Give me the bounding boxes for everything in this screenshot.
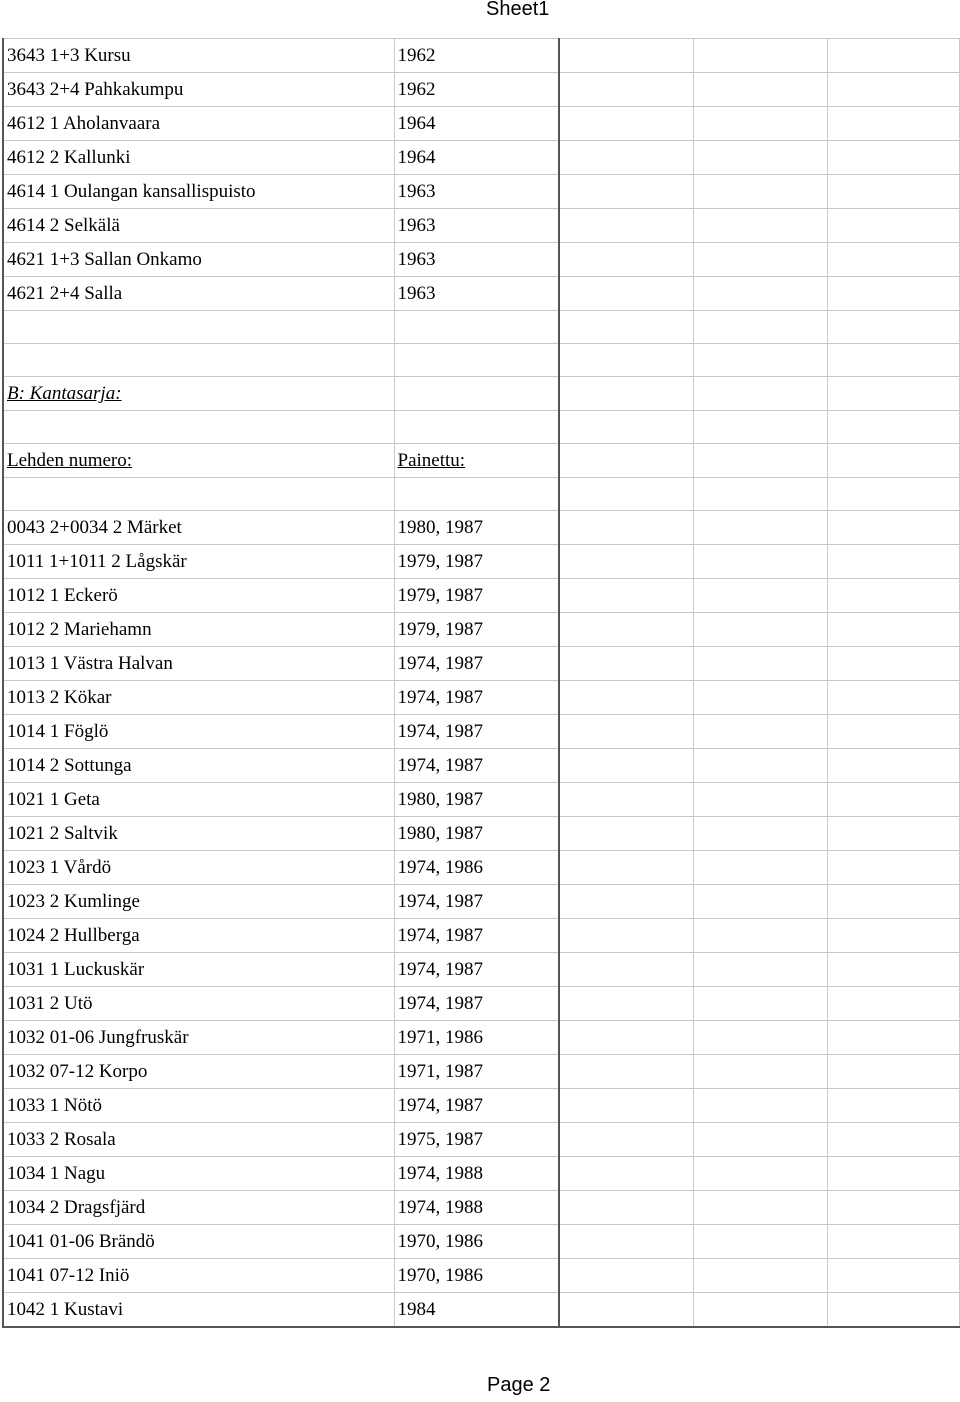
cell-map-sheet[interactable] (3, 444, 394, 478)
cell-text: 1970, 1986 (397, 1265, 483, 1286)
empty-cell[interactable] (693, 411, 827, 444)
empty-cell[interactable] (693, 545, 827, 579)
empty-cell[interactable] (827, 681, 959, 715)
cell-text: 1021 2 Saltvik (7, 823, 118, 844)
empty-cell[interactable] (559, 209, 693, 243)
empty-cell[interactable] (559, 478, 693, 511)
empty-cell[interactable] (559, 141, 693, 175)
cell-printed-year[interactable] (394, 444, 559, 478)
table-row (3, 987, 959, 1021)
table-row (3, 344, 959, 377)
table-row (3, 73, 959, 107)
empty-cell[interactable] (693, 1157, 827, 1191)
table-row (3, 411, 959, 444)
table-row (3, 1225, 959, 1259)
cell-text: 1012 2 Mariehamn (7, 619, 152, 640)
cell-printed-year[interactable] (394, 647, 559, 681)
empty-cell[interactable] (559, 1191, 693, 1225)
cell-text: 1974, 1987 (397, 721, 483, 742)
table-row (3, 851, 959, 885)
empty-cell[interactable] (693, 1089, 827, 1123)
empty-cell[interactable] (693, 1055, 827, 1089)
cell-text: 1014 2 Sottunga (7, 755, 132, 776)
cell-printed-year[interactable] (394, 613, 559, 647)
cell-text: 4621 1+3 Sallan Onkamo (7, 249, 202, 270)
cell-text: 1033 1 Nötö (7, 1095, 102, 1116)
empty-cell[interactable] (827, 511, 959, 545)
empty-cell[interactable] (827, 749, 959, 783)
cell-text: 1963 (397, 283, 436, 304)
table-row (3, 1293, 959, 1328)
cell-text: 1984 (397, 1299, 436, 1320)
empty-cell[interactable] (827, 783, 959, 817)
empty-cell[interactable] (559, 919, 693, 953)
empty-cell[interactable] (559, 311, 693, 344)
cell-text: 1979, 1987 (397, 619, 483, 640)
empty-cell[interactable] (827, 1293, 959, 1328)
table-row (3, 1089, 959, 1123)
cell-map-sheet[interactable] (3, 377, 394, 411)
cell-printed-year[interactable] (394, 209, 559, 243)
cell-printed-year[interactable] (394, 1021, 559, 1055)
empty-cell[interactable] (693, 1259, 827, 1293)
cell-text: 1964 (397, 113, 436, 134)
empty-cell[interactable] (559, 1157, 693, 1191)
table-row (3, 1021, 959, 1055)
empty-cell[interactable] (827, 141, 959, 175)
spreadsheet-table (2, 38, 960, 1328)
cell-printed-year[interactable] (394, 783, 559, 817)
sheet-name: Sheet1 (486, 0, 550, 20)
empty-cell[interactable] (827, 885, 959, 919)
empty-cell[interactable] (559, 411, 693, 444)
cell-printed-year[interactable] (394, 579, 559, 613)
cell-text: 1980, 1987 (397, 823, 483, 844)
empty-cell[interactable] (693, 851, 827, 885)
table-row (3, 1123, 959, 1157)
cell-text: 1023 2 Kumlinge (7, 891, 140, 912)
cell-map-sheet[interactable] (3, 1157, 394, 1191)
cell-printed-year[interactable] (394, 919, 559, 953)
empty-cell[interactable] (827, 73, 959, 107)
empty-cell[interactable] (559, 344, 693, 377)
empty-cell[interactable] (559, 1055, 693, 1089)
empty-cell[interactable] (693, 715, 827, 749)
cell-printed-year[interactable] (394, 1191, 559, 1225)
cell-text: 3643 1+3 Kursu (7, 45, 131, 66)
cell-map-sheet[interactable] (3, 545, 394, 579)
empty-cell[interactable] (559, 243, 693, 277)
cell-text: 1974, 1987 (397, 925, 483, 946)
empty-cell[interactable] (827, 647, 959, 681)
table-row (3, 953, 959, 987)
cell-map-sheet[interactable] (3, 953, 394, 987)
cell-text: 1023 1 Vårdö (7, 857, 112, 878)
empty-cell[interactable] (827, 1225, 959, 1259)
empty-cell[interactable] (559, 277, 693, 311)
empty-cell[interactable] (693, 613, 827, 647)
empty-cell[interactable] (827, 1089, 959, 1123)
cell-map-sheet[interactable] (3, 783, 394, 817)
empty-cell[interactable] (693, 579, 827, 613)
cell-text: 1011 1+1011 2 Lågskär (7, 551, 187, 572)
empty-cell[interactable] (559, 817, 693, 851)
cell-text: 4614 2 Selkälä (7, 215, 120, 236)
cell-printed-year[interactable] (394, 243, 559, 277)
table-row (3, 1259, 959, 1293)
empty-cell[interactable] (559, 885, 693, 919)
table-row (3, 1157, 959, 1191)
cell-text: 1014 1 Föglö (7, 721, 109, 742)
cell-text: 1970, 1986 (397, 1231, 483, 1252)
cell-text: 4614 1 Oulangan kansallispuisto (7, 181, 256, 202)
cell-printed-year[interactable] (394, 411, 559, 444)
empty-cell[interactable] (559, 511, 693, 545)
cell-text: 1974, 1987 (397, 891, 483, 912)
table-row (3, 377, 959, 411)
cell-map-sheet[interactable] (3, 1259, 394, 1293)
table-row (3, 919, 959, 953)
cell-map-sheet[interactable] (3, 1191, 394, 1225)
cell-text: 1974, 1987 (397, 755, 483, 776)
cell-map-sheet[interactable] (3, 311, 394, 344)
cell-text: 1012 1 Eckerö (7, 585, 118, 606)
empty-cell[interactable] (693, 749, 827, 783)
table-row (3, 311, 959, 344)
empty-cell[interactable] (827, 107, 959, 141)
cell-printed-year[interactable] (394, 277, 559, 311)
cell-text: 1032 07-12 Korpo (7, 1061, 148, 1082)
cell-text: 1034 1 Nagu (7, 1163, 106, 1184)
cell-map-sheet[interactable] (3, 987, 394, 1021)
cell-text: 4612 1 Aholanvaara (7, 113, 161, 134)
cell-text: 1974, 1987 (397, 993, 483, 1014)
cell-map-sheet[interactable] (3, 1055, 394, 1089)
table-row (3, 444, 959, 478)
cell-text: 1974, 1987 (397, 959, 483, 980)
empty-cell[interactable] (559, 107, 693, 141)
empty-cell[interactable] (827, 817, 959, 851)
empty-cell[interactable] (559, 444, 693, 478)
cell-text: 1963 (397, 181, 436, 202)
cell-text: 1974, 1988 (397, 1197, 483, 1218)
cell-text: 1963 (397, 249, 436, 270)
cell-printed-year[interactable] (394, 344, 559, 377)
empty-cell[interactable] (827, 1021, 959, 1055)
cell-text: 1041 07-12 Iniö (7, 1265, 130, 1286)
cell-printed-year[interactable] (394, 953, 559, 987)
empty-cell[interactable] (693, 647, 827, 681)
cell-printed-year[interactable] (394, 749, 559, 783)
cell-map-sheet[interactable] (3, 715, 394, 749)
cell-printed-year[interactable] (394, 175, 559, 209)
table-row (3, 817, 959, 851)
empty-cell[interactable] (693, 243, 827, 277)
cell-map-sheet[interactable] (3, 1123, 394, 1157)
empty-cell[interactable] (827, 39, 959, 73)
empty-cell[interactable] (559, 1123, 693, 1157)
cell-text: 1963 (397, 215, 436, 236)
cell-map-sheet[interactable] (3, 919, 394, 953)
cell-map-sheet[interactable] (3, 39, 394, 73)
empty-cell[interactable] (693, 953, 827, 987)
cell-text: 1974, 1986 (397, 857, 483, 878)
cell-printed-year[interactable] (394, 73, 559, 107)
table-row (3, 1055, 959, 1089)
cell-text: 4612 2 Kallunki (7, 147, 131, 168)
cell-printed-year[interactable] (394, 107, 559, 141)
cell-text: 1031 1 Luckuskär (7, 959, 145, 980)
cell-printed-year[interactable] (394, 851, 559, 885)
cell-text: 1974, 1987 (397, 687, 483, 708)
empty-cell[interactable] (827, 277, 959, 311)
empty-cell[interactable] (559, 749, 693, 783)
empty-cell[interactable] (693, 444, 827, 478)
empty-cell[interactable] (559, 73, 693, 107)
empty-cell[interactable] (693, 1225, 827, 1259)
cell-map-sheet[interactable] (3, 1225, 394, 1259)
cell-printed-year[interactable] (394, 478, 559, 511)
cell-map-sheet[interactable] (3, 243, 394, 277)
cell-map-sheet[interactable] (3, 511, 394, 545)
cell-printed-year[interactable] (394, 311, 559, 344)
cell-printed-year[interactable] (394, 715, 559, 749)
empty-cell[interactable] (559, 953, 693, 987)
cell-map-sheet[interactable] (3, 579, 394, 613)
cell-map-sheet[interactable] (3, 344, 394, 377)
cell-map-sheet[interactable] (3, 1021, 394, 1055)
empty-cell[interactable] (559, 579, 693, 613)
empty-cell[interactable] (827, 1259, 959, 1293)
cell-map-sheet[interactable] (3, 817, 394, 851)
cell-text: 1974, 1987 (397, 653, 483, 674)
cell-text: 1034 2 Dragsfjärd (7, 1197, 146, 1218)
page-number: Page 2 (487, 1374, 551, 1396)
cell-printed-year[interactable] (394, 39, 559, 73)
cell-map-sheet[interactable] (3, 1089, 394, 1123)
empty-cell[interactable] (559, 681, 693, 715)
empty-cell[interactable] (693, 277, 827, 311)
cell-text: 1979, 1987 (397, 551, 483, 572)
table-row (3, 715, 959, 749)
cell-text: 1971, 1987 (397, 1061, 483, 1082)
cell-text: 1962 (397, 45, 436, 66)
empty-cell[interactable] (693, 1021, 827, 1055)
empty-cell[interactable] (559, 175, 693, 209)
cell-map-sheet[interactable] (3, 411, 394, 444)
empty-cell[interactable] (827, 1157, 959, 1191)
empty-cell[interactable] (693, 107, 827, 141)
table-row (3, 1191, 959, 1225)
cell-printed-year[interactable] (394, 817, 559, 851)
cell-map-sheet[interactable] (3, 613, 394, 647)
table-row (3, 107, 959, 141)
empty-cell[interactable] (827, 344, 959, 377)
cell-map-sheet[interactable] (3, 647, 394, 681)
empty-cell[interactable] (827, 987, 959, 1021)
empty-cell[interactable] (693, 1191, 827, 1225)
cell-text: 1974, 1987 (397, 1095, 483, 1116)
cell-printed-year[interactable] (394, 545, 559, 579)
cell-map-sheet[interactable] (3, 209, 394, 243)
cell-text: 1980, 1987 (397, 517, 483, 538)
empty-cell[interactable] (827, 953, 959, 987)
cell-printed-year[interactable] (394, 1293, 559, 1328)
cell-map-sheet[interactable] (3, 885, 394, 919)
cell-text: 1975, 1987 (397, 1129, 483, 1150)
cell-text: Painettu: (397, 450, 466, 471)
cell-map-sheet[interactable] (3, 175, 394, 209)
cell-text: 1042 1 Kustavi (7, 1299, 124, 1320)
empty-cell[interactable] (559, 1021, 693, 1055)
cell-printed-year[interactable] (394, 1123, 559, 1157)
empty-cell[interactable] (559, 987, 693, 1021)
cell-printed-year[interactable] (394, 141, 559, 175)
cell-printed-year[interactable] (394, 1089, 559, 1123)
cell-map-sheet[interactable] (3, 749, 394, 783)
empty-cell[interactable] (693, 987, 827, 1021)
table-row (3, 39, 959, 73)
cell-text: 1013 2 Kökar (7, 687, 112, 708)
empty-cell[interactable] (693, 377, 827, 411)
table-row (3, 511, 959, 545)
table-row (3, 749, 959, 783)
cell-printed-year[interactable] (394, 1225, 559, 1259)
empty-cell[interactable] (827, 478, 959, 511)
empty-cell[interactable] (827, 579, 959, 613)
empty-cell[interactable] (693, 885, 827, 919)
empty-cell[interactable] (559, 39, 693, 73)
empty-cell[interactable] (559, 545, 693, 579)
empty-cell[interactable] (559, 715, 693, 749)
empty-cell[interactable] (693, 681, 827, 715)
cell-text: 4621 2+4 Salla (7, 283, 123, 304)
cell-text: 1964 (397, 147, 436, 168)
empty-cell[interactable] (559, 377, 693, 411)
table-row (3, 243, 959, 277)
cell-text: 1041 01-06 Brändö (7, 1231, 155, 1252)
empty-cell[interactable] (693, 783, 827, 817)
cell-text: 1021 1 Geta (7, 789, 100, 810)
table-row (3, 141, 959, 175)
cell-text: B: Kantasarja: (7, 383, 122, 404)
cell-printed-year[interactable] (394, 681, 559, 715)
empty-cell[interactable] (559, 647, 693, 681)
cell-text: 1013 1 Västra Halvan (7, 653, 173, 674)
cell-text: 1979, 1987 (397, 585, 483, 606)
empty-cell[interactable] (827, 243, 959, 277)
table-row (3, 783, 959, 817)
empty-cell[interactable] (559, 1225, 693, 1259)
cell-map-sheet[interactable] (3, 141, 394, 175)
cell-text: 1024 2 Hullberga (7, 925, 140, 946)
cell-printed-year[interactable] (394, 511, 559, 545)
table-row (3, 579, 959, 613)
cell-printed-year[interactable] (394, 377, 559, 411)
empty-cell[interactable] (559, 1089, 693, 1123)
cell-map-sheet[interactable] (3, 851, 394, 885)
empty-cell[interactable] (693, 817, 827, 851)
table-row (3, 681, 959, 715)
empty-cell[interactable] (693, 73, 827, 107)
cell-text: 1031 2 Utö (7, 993, 93, 1014)
cell-printed-year[interactable] (394, 1157, 559, 1191)
table-row (3, 545, 959, 579)
empty-cell[interactable] (693, 39, 827, 73)
empty-cell[interactable] (827, 175, 959, 209)
empty-cell[interactable] (559, 1293, 693, 1328)
cell-text: Lehden numero: (7, 450, 133, 471)
empty-cell[interactable] (693, 141, 827, 175)
empty-cell[interactable] (827, 1123, 959, 1157)
cell-map-sheet[interactable] (3, 478, 394, 511)
cell-text: 0043 2+0034 2 Märket (7, 517, 182, 538)
table-row (3, 613, 959, 647)
cell-printed-year[interactable] (394, 885, 559, 919)
empty-cell[interactable] (559, 783, 693, 817)
cell-printed-year[interactable] (394, 1259, 559, 1293)
table-row (3, 885, 959, 919)
empty-cell[interactable] (827, 613, 959, 647)
empty-cell[interactable] (693, 311, 827, 344)
empty-cell[interactable] (827, 1055, 959, 1089)
empty-cell[interactable] (827, 377, 959, 411)
table-row (3, 175, 959, 209)
table-row (3, 478, 959, 511)
empty-cell[interactable] (827, 311, 959, 344)
empty-cell[interactable] (693, 1293, 827, 1328)
table-row (3, 209, 959, 243)
empty-cell[interactable] (559, 613, 693, 647)
cell-text: 3643 2+4 Pahkakumpu (7, 79, 184, 100)
cell-printed-year[interactable] (394, 987, 559, 1021)
cell-map-sheet[interactable] (3, 277, 394, 311)
cell-text: 1033 2 Rosala (7, 1129, 116, 1150)
empty-cell[interactable] (693, 478, 827, 511)
cell-text: 1962 (397, 79, 436, 100)
empty-cell[interactable] (693, 919, 827, 953)
empty-cell[interactable] (827, 444, 959, 478)
table-row (3, 647, 959, 681)
cell-map-sheet[interactable] (3, 107, 394, 141)
empty-cell[interactable] (693, 511, 827, 545)
empty-cell[interactable] (827, 715, 959, 749)
cell-text: 1971, 1986 (397, 1027, 483, 1048)
empty-cell[interactable] (827, 851, 959, 885)
cell-text: 1032 01-06 Jungfruskär (7, 1027, 189, 1048)
empty-cell[interactable] (559, 1259, 693, 1293)
empty-cell[interactable] (827, 1191, 959, 1225)
cell-map-sheet[interactable] (3, 681, 394, 715)
cell-text: 1974, 1988 (397, 1163, 483, 1184)
cell-printed-year[interactable] (394, 1055, 559, 1089)
empty-cell[interactable] (827, 209, 959, 243)
empty-cell[interactable] (693, 344, 827, 377)
cell-map-sheet[interactable] (3, 73, 394, 107)
empty-cell[interactable] (559, 851, 693, 885)
cell-text: 1980, 1987 (397, 789, 483, 810)
empty-cell[interactable] (693, 209, 827, 243)
table-row (3, 277, 959, 311)
empty-cell[interactable] (693, 1123, 827, 1157)
empty-cell[interactable] (827, 411, 959, 444)
empty-cell[interactable] (827, 545, 959, 579)
cell-map-sheet[interactable] (3, 1293, 394, 1328)
empty-cell[interactable] (693, 175, 827, 209)
empty-cell[interactable] (827, 919, 959, 953)
